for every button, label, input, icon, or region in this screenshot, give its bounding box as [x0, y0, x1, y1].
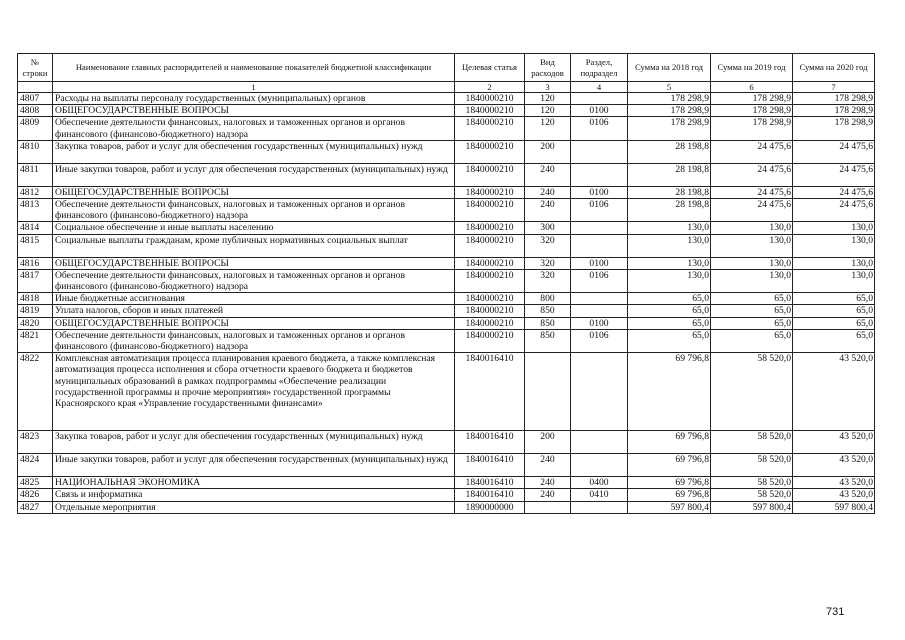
section-cell: 0106 [571, 269, 628, 292]
row-name-cell: ОБЩЕГОСУДАРСТВЕННЫЕ ВОПРОСЫ [53, 257, 455, 269]
sum-2020-cell: 24 475,6 [793, 199, 875, 222]
section-cell [571, 93, 628, 105]
section-cell: 0106 [571, 117, 628, 140]
sum-2018-cell: 28 198,8 [628, 186, 711, 198]
expense-type-cell: 200 [525, 431, 571, 454]
section-cell [571, 222, 628, 234]
sum-2020-cell: 24 475,6 [793, 163, 875, 186]
row-number-cell: 4812 [18, 186, 53, 198]
target-article-cell: 1840000210 [455, 329, 525, 352]
table-row [18, 234, 875, 257]
sum-2020-cell: 130,0 [793, 257, 875, 269]
section-cell [571, 454, 628, 477]
row-number-cell: 4821 [18, 329, 53, 352]
section-cell [571, 163, 628, 186]
target-article-cell: 1840000210 [455, 317, 525, 329]
expense-type-cell: 320 [525, 269, 571, 292]
target-article-cell: 1840000210 [455, 117, 525, 140]
table-row [18, 489, 875, 501]
sum-2020-cell: 130,0 [793, 269, 875, 292]
section-cell: 0100 [571, 186, 628, 198]
sum-2020-cell: 178 298,9 [793, 105, 875, 117]
sum-2020-cell: 65,0 [793, 305, 875, 317]
section-cell: 0410 [571, 489, 628, 501]
target-article-cell: 1840000210 [455, 257, 525, 269]
sum-2020-cell: 43 520,0 [793, 353, 875, 431]
row-name-cell: Иные закупки товаров, работ и услуг для обеспечения государственных (муниципальных) нужд [53, 163, 455, 186]
sum-2019-cell: 58 520,0 [711, 489, 793, 501]
sum-2019-cell: 58 520,0 [711, 477, 793, 489]
row-number-cell: 4818 [18, 293, 53, 305]
sum-2019-cell: 130,0 [711, 269, 793, 292]
sum-2018-cell: 130,0 [628, 269, 711, 292]
row-name-cell: Отдельные мероприятия [53, 501, 455, 513]
target-article-cell: 1840016410 [455, 477, 525, 489]
row-number-cell: 4820 [18, 317, 53, 329]
sum-2020-cell: 130,0 [793, 222, 875, 234]
row-number-cell: 4827 [18, 501, 53, 513]
sum-2019-cell: 58 520,0 [711, 454, 793, 477]
target-article-cell: 1840000210 [455, 93, 525, 105]
sum-2019-cell: 24 475,6 [711, 140, 793, 163]
sum-2018-cell: 130,0 [628, 257, 711, 269]
target-article-cell: 1840000210 [455, 105, 525, 117]
section-cell: 0100 [571, 257, 628, 269]
target-article-cell: 1840000210 [455, 186, 525, 198]
row-name-cell: Социальное обеспечение и иные выплаты населению [53, 222, 455, 234]
sum-2019-cell: 58 520,0 [711, 353, 793, 431]
sum-2019-cell: 130,0 [711, 257, 793, 269]
sum-2018-cell: 69 796,8 [628, 477, 711, 489]
table-row [18, 501, 875, 513]
row-name-cell: Социальные выплаты гражданам, кроме публичных нормативных социальных выплат [53, 234, 455, 257]
sum-2020-cell: 597 800,4 [793, 501, 875, 513]
table-row [18, 431, 875, 454]
header-section: Раздел, подраздел [571, 54, 628, 82]
sum-2019-cell: 178 298,9 [711, 117, 793, 140]
sum-2019-cell: 65,0 [711, 329, 793, 352]
sum-2020-cell: 65,0 [793, 317, 875, 329]
row-number-cell: 4808 [18, 105, 53, 117]
row-number-cell: 4817 [18, 269, 53, 292]
section-cell: 0400 [571, 477, 628, 489]
sum-2020-cell: 43 520,0 [793, 489, 875, 501]
row-number-cell: 4822 [18, 353, 53, 431]
expense-type-cell: 240 [525, 477, 571, 489]
sum-2018-cell: 28 198,8 [628, 163, 711, 186]
header-sum-2018: Сумма на 2018 год [628, 54, 711, 82]
column-index: 3 [525, 82, 571, 93]
sum-2019-cell: 597 800,4 [711, 501, 793, 513]
column-index: 1 [53, 82, 455, 93]
section-cell: 0100 [571, 105, 628, 117]
table-row [18, 117, 875, 140]
sum-2019-cell: 130,0 [711, 234, 793, 257]
row-number-cell: 4811 [18, 163, 53, 186]
target-article-cell: 1840016410 [455, 454, 525, 477]
row-number-cell: 4825 [18, 477, 53, 489]
sum-2019-cell: 65,0 [711, 293, 793, 305]
row-number-cell: 4815 [18, 234, 53, 257]
row-name-cell: Иные бюджетные ассигнования [53, 293, 455, 305]
header-expense-type: Вид расходов [525, 54, 571, 82]
section-cell [571, 353, 628, 431]
section-cell: 0100 [571, 317, 628, 329]
table-header [18, 54, 875, 93]
header-name: Наименование главных распорядителей и наименование показателей бюджетной классификации [53, 54, 455, 82]
target-article-cell: 1840016410 [455, 353, 525, 431]
row-name-cell: Обеспечение деятельности финансовых, налоговых и таможенных органов и органов финансового (финансово-бюджетного) надзора [53, 329, 455, 352]
target-article-cell: 1890000000 [455, 501, 525, 513]
target-article-cell: 1840000210 [455, 305, 525, 317]
target-article-cell: 1840000210 [455, 234, 525, 257]
table-row [18, 305, 875, 317]
sum-2019-cell: 65,0 [711, 317, 793, 329]
section-cell [571, 305, 628, 317]
column-index [18, 82, 53, 93]
sum-2020-cell: 43 520,0 [793, 477, 875, 489]
expense-type-cell: 320 [525, 234, 571, 257]
table-row [18, 222, 875, 234]
table-row [18, 329, 875, 352]
target-article-cell: 1840000210 [455, 293, 525, 305]
row-name-cell: Закупка товаров, работ и услуг для обеспечения государственных (муниципальных) нужд [53, 431, 455, 454]
table-row [18, 317, 875, 329]
row-name-cell: Комплексная автоматизация процесса планирования краевого бюджета, а также комплексная автоматизация процесса исполнения и сбора отчетности краевого бюджета и бюджетов муниципальных образований в рамках подпрограммы «Обеспечение реализации государственной программы и прочие мероприятия» государственной программы Красноярского края «Управление государственными финансами» [53, 353, 455, 431]
table-row [18, 105, 875, 117]
row-name-cell: Уплата налогов, сборов и иных платежей [53, 305, 455, 317]
sum-2019-cell: 24 475,6 [711, 163, 793, 186]
table-row [18, 353, 875, 431]
target-article-cell: 1840016410 [455, 489, 525, 501]
sum-2018-cell: 178 298,9 [628, 93, 711, 105]
sum-2020-cell: 65,0 [793, 329, 875, 352]
header-target-article: Целевая статья [455, 54, 525, 82]
sum-2020-cell: 65,0 [793, 293, 875, 305]
sum-2018-cell: 28 198,8 [628, 140, 711, 163]
sum-2019-cell: 65,0 [711, 305, 793, 317]
column-index: 6 [711, 82, 793, 93]
expense-type-cell: 240 [525, 489, 571, 501]
table-row [18, 269, 875, 292]
row-name-cell: Закупка товаров, работ и услуг для обеспечения государственных (муниципальных) нужд [53, 140, 455, 163]
table-body [18, 93, 875, 514]
sum-2019-cell: 178 298,9 [711, 105, 793, 117]
sum-2020-cell: 178 298,9 [793, 117, 875, 140]
target-article-cell: 1840000210 [455, 140, 525, 163]
sum-2018-cell: 65,0 [628, 305, 711, 317]
table-row [18, 477, 875, 489]
sum-2018-cell: 130,0 [628, 222, 711, 234]
table-row [18, 140, 875, 163]
sum-2018-cell: 65,0 [628, 329, 711, 352]
table-row [18, 93, 875, 105]
expense-type-cell: 120 [525, 117, 571, 140]
sum-2020-cell: 24 475,6 [793, 140, 875, 163]
row-name-cell: Иные закупки товаров, работ и услуг для обеспечения государственных (муниципальных) нужд [53, 454, 455, 477]
section-cell [571, 293, 628, 305]
section-cell: 0106 [571, 199, 628, 222]
expense-type-cell: 240 [525, 186, 571, 198]
row-name-cell: Обеспечение деятельности финансовых, налоговых и таможенных органов и органов финансового (финансово-бюджетного) надзора [53, 199, 455, 222]
section-cell [571, 234, 628, 257]
target-article-cell: 1840000210 [455, 222, 525, 234]
sum-2018-cell: 69 796,8 [628, 431, 711, 454]
sum-2020-cell: 24 475,6 [793, 186, 875, 198]
header-row-number: № строки [18, 54, 53, 82]
row-name-cell: ОБЩЕГОСУДАРСТВЕННЫЕ ВОПРОСЫ [53, 186, 455, 198]
row-name-cell: Расходы на выплаты персоналу государственных (муниципальных) органов [53, 93, 455, 105]
expense-type-cell: 240 [525, 163, 571, 186]
sum-2018-cell: 130,0 [628, 234, 711, 257]
expense-type-cell: 240 [525, 199, 571, 222]
table-row [18, 186, 875, 198]
header-sum-2019: Сумма на 2019 год [711, 54, 793, 82]
expense-type-cell: 850 [525, 329, 571, 352]
row-name-cell: НАЦИОНАЛЬНАЯ ЭКОНОМИКА [53, 477, 455, 489]
row-number-cell: 4826 [18, 489, 53, 501]
row-name-cell: Обеспечение деятельности финансовых, налоговых и таможенных органов и органов финансового (финансово-бюджетного) надзора [53, 269, 455, 292]
row-number-cell: 4807 [18, 93, 53, 105]
budget-table-sheet [17, 53, 874, 514]
expense-type-cell [525, 501, 571, 513]
column-index: 2 [455, 82, 525, 93]
table-row [18, 257, 875, 269]
section-cell [571, 140, 628, 163]
expense-type-cell: 850 [525, 317, 571, 329]
row-number-cell: 4814 [18, 222, 53, 234]
sum-2018-cell: 65,0 [628, 317, 711, 329]
sum-2019-cell: 24 475,6 [711, 199, 793, 222]
sum-2018-cell: 65,0 [628, 293, 711, 305]
column-index: 7 [793, 82, 875, 93]
sum-2020-cell: 130,0 [793, 234, 875, 257]
table-row [18, 293, 875, 305]
row-number-cell: 4824 [18, 454, 53, 477]
expense-type-cell: 320 [525, 257, 571, 269]
section-cell [571, 501, 628, 513]
sum-2020-cell: 43 520,0 [793, 454, 875, 477]
expense-type-cell: 800 [525, 293, 571, 305]
row-number-cell: 4816 [18, 257, 53, 269]
row-number-cell: 4809 [18, 117, 53, 140]
target-article-cell: 1840016410 [455, 431, 525, 454]
sum-2018-cell: 178 298,9 [628, 117, 711, 140]
expense-type-cell [525, 353, 571, 431]
expense-type-cell: 200 [525, 140, 571, 163]
row-number-cell: 4813 [18, 199, 53, 222]
sum-2018-cell: 69 796,8 [628, 353, 711, 431]
budget-table [17, 53, 875, 514]
sum-2020-cell: 43 520,0 [793, 431, 875, 454]
page-number: 731 [826, 606, 845, 618]
column-index: 4 [571, 82, 628, 93]
sum-2019-cell: 24 475,6 [711, 186, 793, 198]
section-cell [571, 431, 628, 454]
expense-type-cell: 300 [525, 222, 571, 234]
sum-2018-cell: 69 796,8 [628, 489, 711, 501]
row-name-cell: ОБЩЕГОСУДАРСТВЕННЫЕ ВОПРОСЫ [53, 317, 455, 329]
expense-type-cell: 120 [525, 93, 571, 105]
row-name-cell: ОБЩЕГОСУДАРСТВЕННЫЕ ВОПРОСЫ [53, 105, 455, 117]
row-name-cell: Обеспечение деятельности финансовых, налоговых и таможенных органов и органов финансового (финансово-бюджетного) надзора [53, 117, 455, 140]
sum-2018-cell: 178 298,9 [628, 105, 711, 117]
target-article-cell: 1840000210 [455, 269, 525, 292]
sum-2018-cell: 597 800,4 [628, 501, 711, 513]
section-cell: 0106 [571, 329, 628, 352]
expense-type-cell: 240 [525, 454, 571, 477]
table-row [18, 454, 875, 477]
expense-type-cell: 120 [525, 105, 571, 117]
expense-type-cell: 850 [525, 305, 571, 317]
target-article-cell: 1840000210 [455, 199, 525, 222]
table-row [18, 163, 875, 186]
sum-2018-cell: 28 198,8 [628, 199, 711, 222]
sum-2019-cell: 178 298,9 [711, 93, 793, 105]
table-row [18, 199, 875, 222]
row-number-cell: 4810 [18, 140, 53, 163]
column-index: 5 [628, 82, 711, 93]
sum-2020-cell: 178 298,9 [793, 93, 875, 105]
sum-2019-cell: 58 520,0 [711, 431, 793, 454]
sum-2019-cell: 130,0 [711, 222, 793, 234]
row-name-cell: Связь и информатика [53, 489, 455, 501]
row-number-cell: 4823 [18, 431, 53, 454]
target-article-cell: 1840000210 [455, 163, 525, 186]
sum-2018-cell: 69 796,8 [628, 454, 711, 477]
row-number-cell: 4819 [18, 305, 53, 317]
header-sum-2020: Сумма на 2020 год [793, 54, 875, 82]
